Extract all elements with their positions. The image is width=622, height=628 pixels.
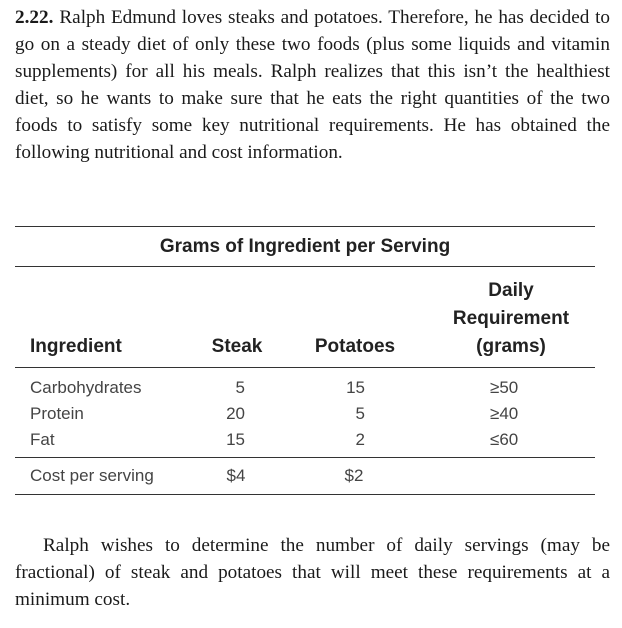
row-carbohydrates-potatoes: 15 <box>346 378 365 397</box>
table-bottom-rule <box>15 494 595 495</box>
row-protein-potatoes: 5 <box>355 404 365 423</box>
table-title: Grams of Ingredient per Serving <box>159 236 451 257</box>
title-rule <box>15 266 595 267</box>
header-requirement-line3: (grams) <box>476 336 546 357</box>
table-top-rule <box>15 226 595 227</box>
header-ingredient: Ingredient <box>30 336 122 357</box>
row-carbohydrates-steak: 5 <box>235 378 245 397</box>
row-protein-steak: 20 <box>226 404 245 423</box>
header-requirement-line1: Daily <box>488 280 534 301</box>
row-carbohydrates-label: Carbohydrates <box>30 378 142 397</box>
row-fat-steak: 15 <box>226 430 245 449</box>
header-potatoes: Potatoes <box>314 336 396 357</box>
cost-row-potatoes: $2 <box>344 466 364 485</box>
cost-row-steak: $4 <box>226 466 246 485</box>
cost-row-label: Cost per serving <box>30 466 154 485</box>
header-rule <box>15 367 595 368</box>
problem-number: 2.22. <box>15 7 54 28</box>
row-fat-requirement: ≤60 <box>490 430 519 449</box>
problem-text: Ralph Edmund loves steaks and potatoes. Therefore, he has decided to go on a steady diet of only these two foods (plus some liquids and vitamin supplements) for all his meals. Ralph realizes that this isn’t the healthiest diet, so he wants to make sure that he eats the right quantities of the two foods to satisfy some key nutritional requirements. He has obtained the following nutritional and cost information. <box>15 7 610 163</box>
header-requirement-line2: Requirement <box>452 308 570 329</box>
problem-statement <box>15 4 610 166</box>
row-carbohydrates-requirement: ≥50 <box>490 378 519 397</box>
row-fat-potatoes: 2 <box>355 430 365 449</box>
row-protein-label: Protein <box>30 404 84 423</box>
closing-paragraph: Ralph wishes to determine the number of daily servings (may be fractional) of steak and potatoes that will meet these requirements at a minimum cost. <box>15 535 610 610</box>
row-fat-label: Fat <box>30 430 55 449</box>
header-steak: Steak <box>211 336 263 357</box>
row-protein-requirement: ≥40 <box>490 404 519 423</box>
cost-rule <box>15 457 595 458</box>
